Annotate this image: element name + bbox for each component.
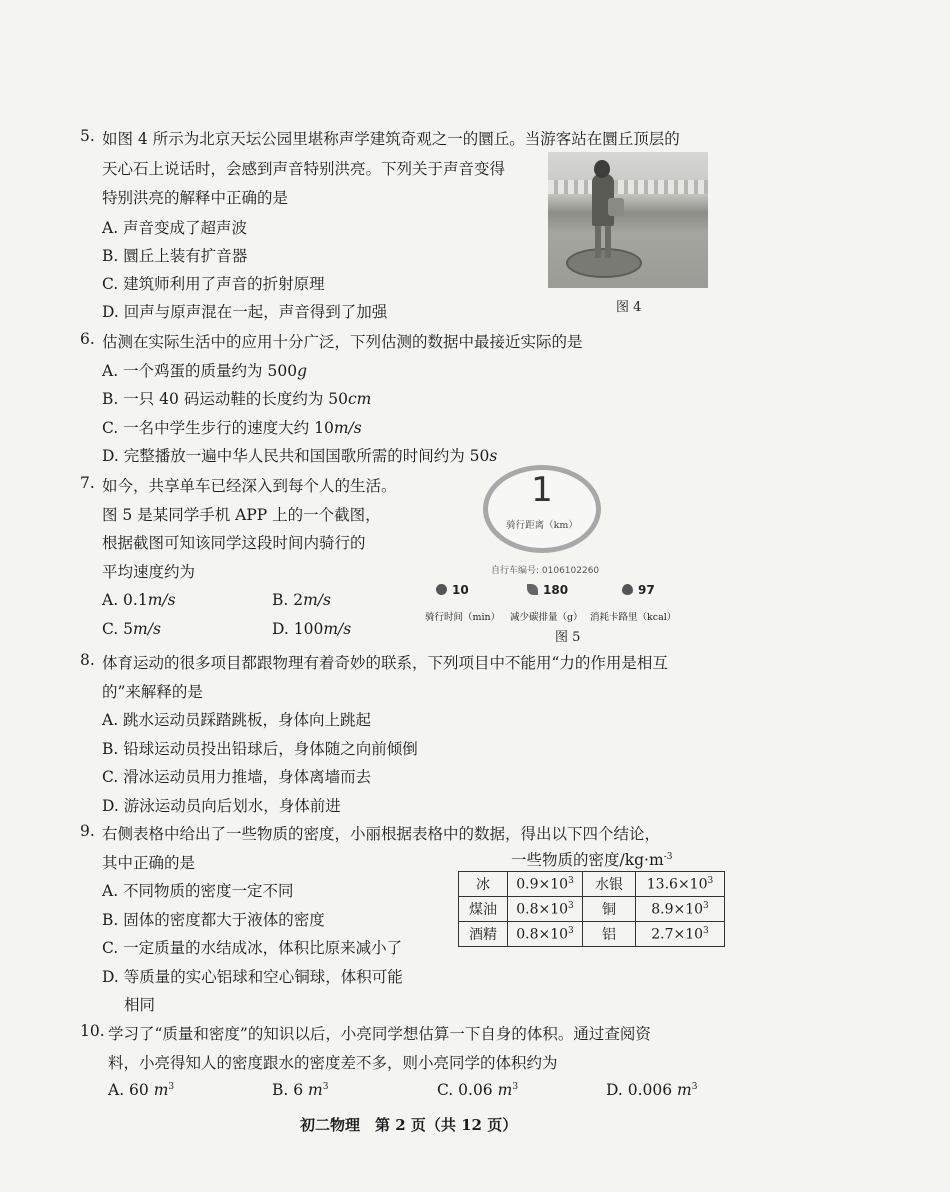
question-number: 6. xyxy=(80,330,95,348)
option-b: B. 一只 40 码运动鞋的长度约为 50cm xyxy=(102,390,372,408)
question-stem: 根据截图可知该同学这段时间内骑行的 xyxy=(102,534,366,552)
question-stem: 如今，共享单车已经深入到每个人的生活。 xyxy=(102,477,397,495)
option-a: A. 60 $m^3$ xyxy=(108,1081,175,1099)
option-b: B. 铅球运动员投出铅球后，身体随之向前倾倒 xyxy=(102,740,418,758)
table-row: 酒精 $0.8\times 10^3$ 铝 $2.7\times 10^3$ xyxy=(459,922,725,947)
question-number: 5. xyxy=(80,127,95,145)
bike-number: 自行车编号: 0106102260 xyxy=(491,566,600,576)
option-c: C. 滑冰运动员用力推墙，身体离墙而去 xyxy=(102,768,372,786)
option-c: C. 5m/s xyxy=(102,620,161,638)
option-a: A. 一个鸡蛋的质量约为 500g xyxy=(102,362,307,380)
calorie-label: 消耗卡路里（kcal） xyxy=(590,612,677,623)
figure-caption: 图 4 xyxy=(616,300,642,315)
carbon-label: 减少碳排量（g） xyxy=(510,612,583,623)
option-d: D. 0.006 $m^3$ xyxy=(606,1081,698,1099)
question-stem: 图 5 是某同学手机 APP 上的一个截图， xyxy=(102,506,381,524)
calorie-stat: 97 xyxy=(622,583,655,597)
density-table xyxy=(458,871,725,947)
clock-icon xyxy=(436,584,447,595)
center-stone xyxy=(566,248,642,278)
option-d: D. 完整播放一遍中华人民共和国国歌所需的时间约为 50s xyxy=(102,447,498,465)
figure-caption: 图 5 xyxy=(555,630,581,645)
option-a: A. 0.1m/s xyxy=(102,591,176,609)
question-number: 8. xyxy=(80,651,95,669)
page-footer: 初二物理 第 2 页（共 12 页） xyxy=(300,1116,518,1134)
table-row: 煤油 $0.8\times 10^3$ 铜 $8.9\times 10^3$ xyxy=(459,897,725,922)
leaf-icon xyxy=(527,584,538,595)
option-d: D. 等质量的实心铝球和空心铜球，体积可能 xyxy=(102,968,403,986)
question-stem: 其中正确的是 xyxy=(102,854,196,872)
question-stem: 如图 4 所示为北京天坛公园里堪称声学建筑奇观之一的圜丘。当游客站在圜丘顶层的 xyxy=(102,130,680,148)
distance-label: 骑行距离（km） xyxy=(506,520,578,531)
question-stem: 天心石上说话时，会感到声音特别洪亮。下列关于声音变得 xyxy=(102,160,506,178)
figure-4-photo xyxy=(548,152,708,288)
question-stem: 的”来解释的是 xyxy=(102,683,203,701)
question-number: 9. xyxy=(80,822,95,840)
option-c: C. 一定质量的水结成冰，体积比原来减小了 xyxy=(102,939,403,957)
option-d-continued: 相同 xyxy=(124,996,156,1014)
distance-value: 1 xyxy=(531,470,553,510)
option-d: D. 回声与原声混在一起，声音得到了加强 xyxy=(102,303,388,321)
time-label: 骑行时间（min） xyxy=(425,612,501,623)
option-d: D. 100m/s xyxy=(272,620,352,638)
question-stem: 料，小亮得知人的密度跟水的密度差不多，则小亮同学的体积约为 xyxy=(108,1054,558,1072)
table-title: 一些物质的密度$/kg\cdot m^{-3}$ xyxy=(511,851,673,869)
option-c: C. 一名中学生步行的速度大约 10m/s xyxy=(102,419,362,437)
question-stem: 学习了“质量和密度”的知识以后，小亮同学想估算一下自身的体积。通过查阅资 xyxy=(108,1025,651,1043)
option-b: B. 6 $m^3$ xyxy=(272,1081,329,1099)
question-number: 10. xyxy=(80,1022,105,1040)
option-a: A. 跳水运动员踩踏跳板，身体向上跳起 xyxy=(102,711,372,729)
option-d: D. 游泳运动员向后划水，身体前进 xyxy=(102,797,341,815)
table-row: 冰 $0.9\times 10^3$ 水银 $13.6\times 10^3$ xyxy=(459,872,725,897)
option-c: C. 建筑师利用了声音的折射原理 xyxy=(102,275,325,293)
option-a: A. 不同物质的密度一定不同 xyxy=(102,882,294,900)
flame-icon xyxy=(622,584,633,595)
question-stem: 估测在实际生活中的应用十分广泛，下列估测的数据中最接近实际的是 xyxy=(102,333,583,351)
question-stem: 平均速度约为 xyxy=(102,563,196,581)
question-number: 7. xyxy=(80,474,95,492)
option-c: C. 0.06 $m^3$ xyxy=(437,1081,519,1099)
time-stat: 10 xyxy=(436,583,469,597)
question-stem: 右侧表格中给出了一些物质的密度，小丽根据表格中的数据，得出以下四个结论， xyxy=(102,825,661,843)
option-b: B. 2m/s xyxy=(272,591,331,609)
question-stem: 体育运动的很多项目都跟物理有着奇妙的联系，下列项目中不能用“力的作用是相互 xyxy=(102,654,668,672)
option-b: B. 固体的密度都大于液体的密度 xyxy=(102,911,325,929)
option-a: A. 声音变成了超声波 xyxy=(102,219,248,237)
option-b: B. 圜丘上装有扩音器 xyxy=(102,247,248,265)
carbon-stat: 180 xyxy=(527,583,568,597)
question-stem: 特别洪亮的解释中正确的是 xyxy=(102,189,289,207)
